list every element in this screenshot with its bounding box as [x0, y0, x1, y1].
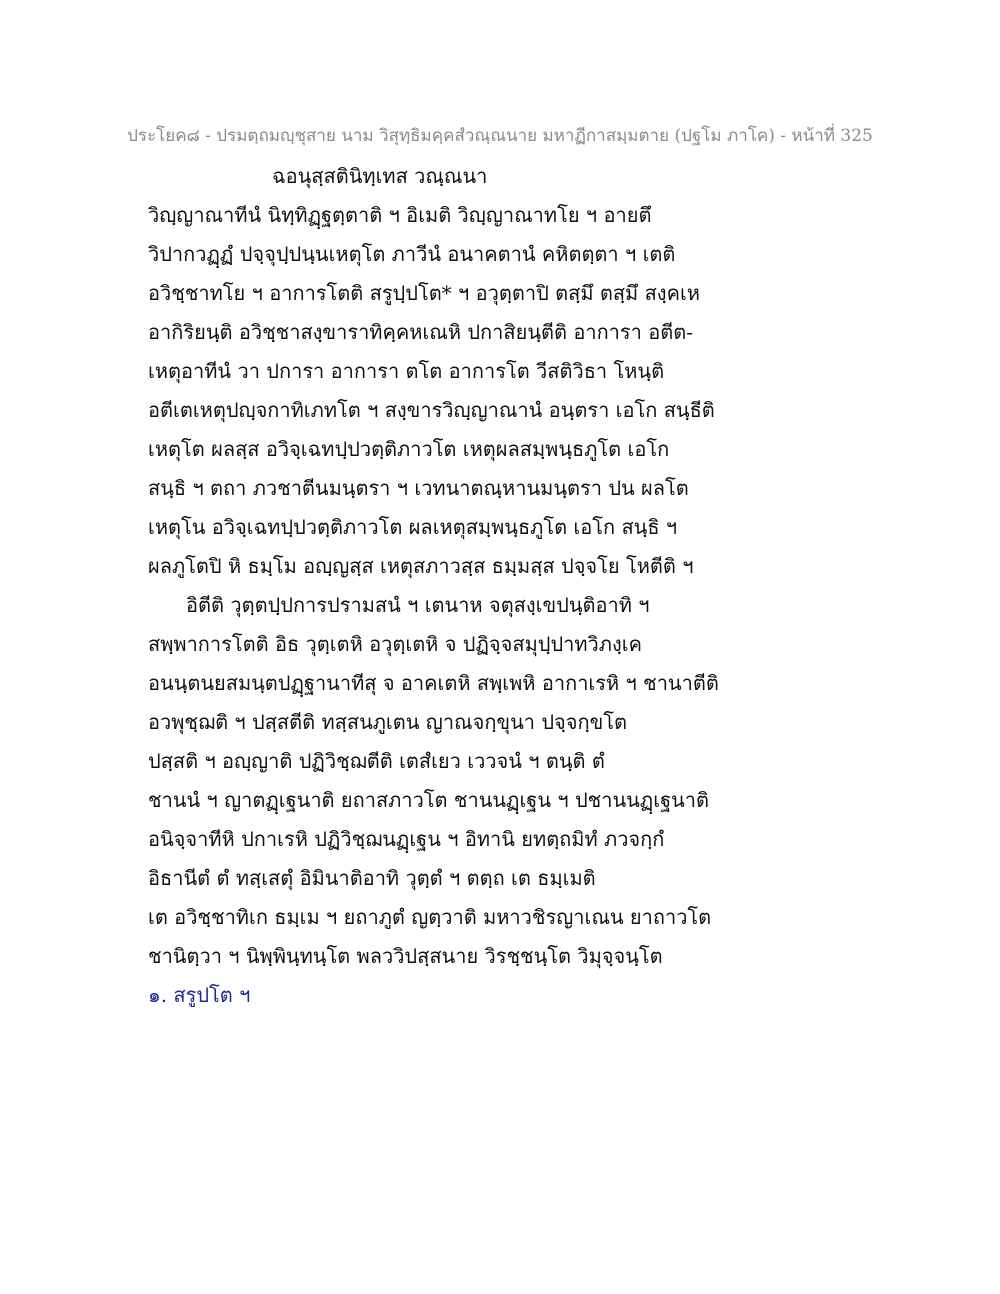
text-line: ชานิตฺวา ฯ นิพฺพินฺทนฺโต พลววิปสฺสนาย วิรชฺชนฺโต วิมุจฺจนฺโต	[148, 944, 663, 968]
paragraph-start-line: อิตีติ วุตฺตปฺปการปรามสนํ ฯ เตนาห จตุสงฺเขปนฺติอาทิ ฯ	[186, 593, 650, 617]
footnote: ๑. สรูปโต ฯ	[148, 983, 251, 1007]
text-line: เหตุโน อวิจฺเฉทปฺปวตฺติภาวโต ผลเหตุสมฺพนฺธภูโต เอโก สนฺธิ ฯ	[148, 515, 678, 539]
text-line: เต อวิชฺชาทิเก ธมฺเม ฯ ยถาภูตํ ญตฺวาติ มหาวชิรญาเณน ยาถาวโต	[148, 905, 712, 929]
text-line: อนิจฺจาทีหิ ปกาเรหิ ปฏิวิชฺฌนฏฺเฐน ฯ อิทานิ ยทตฺถมิทํ ภวจกฺกํ	[148, 827, 665, 851]
text-line: เหตุโต ผลสฺส อวิจฺเฉทปฺปวตฺติภาวโต เหตุผลสมฺพนฺธภูโต เอโก	[148, 437, 670, 461]
section-title: ฉอนุสฺสตินิทฺเทส วณฺณนา	[272, 164, 488, 188]
text-line: สนฺธิ ฯ ตถา ภวชาตีนมนฺตรา ฯ เวทนาตณฺหานมนฺตรา ปน ผลโต	[148, 476, 689, 500]
text-line: วิปากวฏฺฏํ ปจฺจุปฺปนฺนเหตุโต ภาวีนํ อนาคตานํ คหิตตฺตา ฯ เตติ	[148, 242, 676, 266]
text-line: อนนฺตนยสมนฺตปฏฺฐานาทีสุ จ อาคเตหิ สพฺเพหิ อากาเรหิ ฯ ชานาตีติ	[148, 671, 719, 695]
body-text	[148, 196, 719, 1015]
text-line: อตีเตเหตุปญฺจกาทิเภทโต ฯ สงฺขารวิญฺญาณานํ อนฺตรา เอโก สนฺธีติ	[148, 398, 715, 422]
text-line: อิธานีตํ ตํ ทสฺเสตุํ อิมินาติอาทิ วุตฺตํ ฯ ตตฺถ เต ธมฺเมติ	[148, 866, 596, 890]
text-line: ผลภูโตปิ หิ ธมฺโม อญฺญสฺส เหตุสภาวสฺส ธมฺมสฺส ปจฺจโย โหตีติ ฯ	[148, 554, 694, 578]
text-line: อวิชฺชาทโย ฯ อาการโตติ สรูปฺปโต* ฯ อวุตฺตาปิ ตสฺมึ ตสฺมึ สงฺคเห	[148, 281, 700, 305]
text-line: ปสฺสติ ฯ อญฺญาติ ปฏิวิชฺฌตีติ เตสํเยว เววจนํ ฯ ตนฺติ ตํ	[148, 749, 605, 773]
text-line: อากิริยนฺติ อวิชฺชาสงฺขาราทิคฺคหเณหิ ปกาสิยนฺตีติ อาการา อตีต-	[148, 320, 693, 344]
text-line: ชานนํ ฯ ญาตฏฺเฐนาติ ยถาสภาวโต ชานนฏฺเฐน ฯ ปชานนฏฺเฐนาติ	[148, 788, 709, 812]
text-line: เหตุอาทีนํ วา ปการา อาการา ตโต อาการโต วีสติวิธา โหนฺติ	[148, 359, 665, 383]
text-line: สพฺพาการโตติ อิธ วุตฺเตหิ อวุตฺเตหิ จ ปฏิจฺจสมุปฺปาทวิภงฺเค	[148, 632, 642, 656]
running-header: ประโยค๘ - ปรมตฺถมญฺชุสาย นาม วิสุทฺธิมคฺคสํวณฺณนาย มหาฏีกาสมฺมตาย (ปฐโม ภาโค) - หน้าที่ 325	[127, 126, 873, 146]
text-line: อวพุชฺฌติ ฯ ปสฺสตีติ ทสฺสนภูเตน ญาณจกฺขุนา ปจฺจกฺขโต	[148, 710, 628, 734]
text-line: วิญฺญาณาทีนํ นิทฺทิฏฺฐตฺตาติ ฯ อิเมติ วิญฺญาณาทโย ฯ อายตึ	[148, 203, 652, 227]
